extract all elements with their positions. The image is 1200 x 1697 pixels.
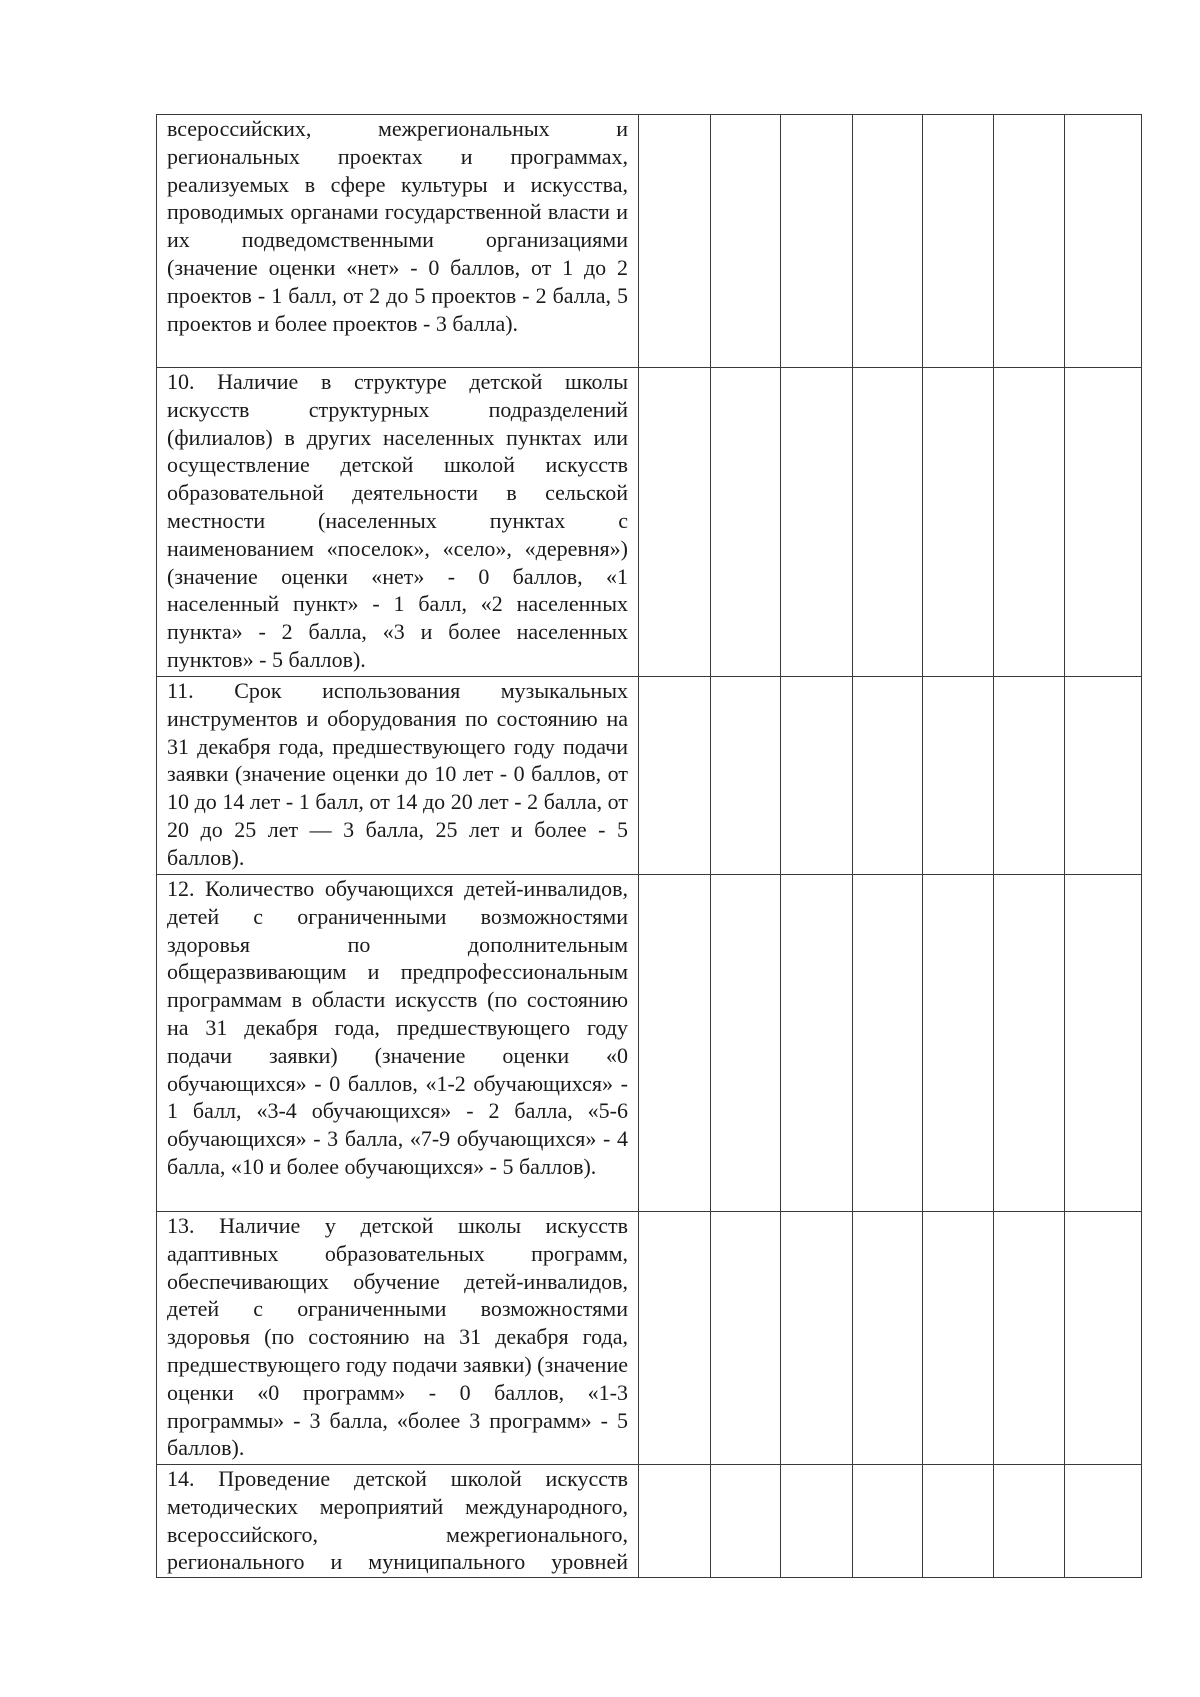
score-cell <box>853 115 923 368</box>
criterion-text-cell <box>157 875 639 1212</box>
score-cell <box>639 368 711 677</box>
score-cell <box>711 115 781 368</box>
score-cell <box>639 677 711 875</box>
score-cell <box>853 368 923 677</box>
criterion-text: 14. Проведение детской школой искусств методических мероприятий международного, всероссийского, межрегионального, регионального и муниципального уровней <box>167 1466 628 1575</box>
criteria-table <box>156 114 1142 1578</box>
table-row <box>157 368 1142 677</box>
criterion-text-cell <box>157 1465 639 1578</box>
score-cell <box>923 368 994 677</box>
criterion-text: всероссийских, межрегиональных и региональных проектах и программах, реализуемых в сфере культуры и искусства, проводимых органами государственной власти и их подведомственными организациями (значение оценки «нет» - 0 баллов, от 1 до 2 проектов - 1 балл, от 2 до 5 проектов - 2 балла, 5 проектов и более проектов - 3 балла). <box>167 116 628 336</box>
score-cell <box>1065 115 1142 368</box>
score-cell <box>711 677 781 875</box>
score-cell <box>1065 1212 1142 1465</box>
score-cell <box>923 115 994 368</box>
score-cell <box>994 875 1065 1212</box>
score-cell <box>923 677 994 875</box>
criterion-text: 13. Наличие у детской школы искусств адаптивных образовательных программ, обеспечивающих обучение детей-инвалидов, детей с ограниченными возможностями здоровья (по состоянию на 31 декабря года, предшествующего году подачи заявки) (значение оценки «0 программ» - 0 баллов, «1-3 программы» - 3 балла, «более 3 программ» - 5 баллов). <box>167 1213 628 1461</box>
score-cell <box>639 1465 711 1578</box>
score-cell <box>781 115 853 368</box>
score-cell <box>711 368 781 677</box>
score-cell <box>994 368 1065 677</box>
criterion-text: 11. Срок использования музыкальных инструментов и оборудования по состоянию на 31 декабря года, предшествующего году подачи заявки (значение оценки до 10 лет - 0 баллов, от 10 до 14 лет - 1 балл, от 14 до 20 лет - 2 балла, от 20 до 25 лет — 3 балла, 25 лет и более - 5 баллов). <box>167 678 628 870</box>
table-row <box>157 1212 1142 1465</box>
score-cell <box>711 1212 781 1465</box>
score-cell <box>994 115 1065 368</box>
score-cell <box>923 1465 994 1578</box>
criterion-text-cell <box>157 115 639 368</box>
score-cell <box>781 1212 853 1465</box>
score-cell <box>1065 677 1142 875</box>
table-row <box>157 875 1142 1212</box>
criterion-text: 10. Наличие в структуре детской школы искусств структурных подразделений (филиалов) в других населенных пунктах или осуществление детской школой искусств образовательной деятельности в сельской местности (населенных пунктах с наименованием «поселок», «село», «деревня») (значение оценки «нет» - 0 баллов, «1 населенный пункт» - 1 балл, «2 населенных пункта» - 2 балла, «3 и более населенных пунктов» - 5 баллов). <box>167 369 628 672</box>
score-cell <box>923 1212 994 1465</box>
table-row <box>157 115 1142 368</box>
score-cell <box>1065 875 1142 1212</box>
score-cell <box>853 875 923 1212</box>
score-cell <box>994 1212 1065 1465</box>
score-cell <box>781 1465 853 1578</box>
score-cell <box>923 875 994 1212</box>
score-cell <box>994 677 1065 875</box>
score-cell <box>781 875 853 1212</box>
score-cell <box>1065 368 1142 677</box>
score-cell <box>781 368 853 677</box>
score-cell <box>853 1465 923 1578</box>
score-cell <box>781 677 853 875</box>
score-cell <box>853 677 923 875</box>
criterion-text: 12. Количество обучающихся детей-инвалидов, детей с ограниченными возможностями здоровья по дополнительным общеразвивающим и предпрофессиональным программам в области искусств (по состоянию на 31 декабря года, предшествующего году подачи заявки) (значение оценки «0 обучающихся» - 0 баллов, «1-2 обучающихся» - 1 балл, «3-4 обучающихся» - 2 балла, «5-6 обучающихся» - 3 балла, «7-9 обучающихся» - 4 балла, «10 и более обучающихся» - 5 баллов). <box>167 876 628 1179</box>
criterion-text-cell <box>157 1212 639 1465</box>
score-cell <box>994 1465 1065 1578</box>
criterion-text-cell <box>157 368 639 677</box>
score-cell <box>639 115 711 368</box>
score-cell <box>1065 1465 1142 1578</box>
score-cell <box>639 875 711 1212</box>
table-row <box>157 1465 1142 1578</box>
table-row <box>157 677 1142 875</box>
score-cell <box>639 1212 711 1465</box>
criterion-text-cell <box>157 677 639 875</box>
score-cell <box>853 1212 923 1465</box>
score-cell <box>711 875 781 1212</box>
score-cell <box>711 1465 781 1578</box>
